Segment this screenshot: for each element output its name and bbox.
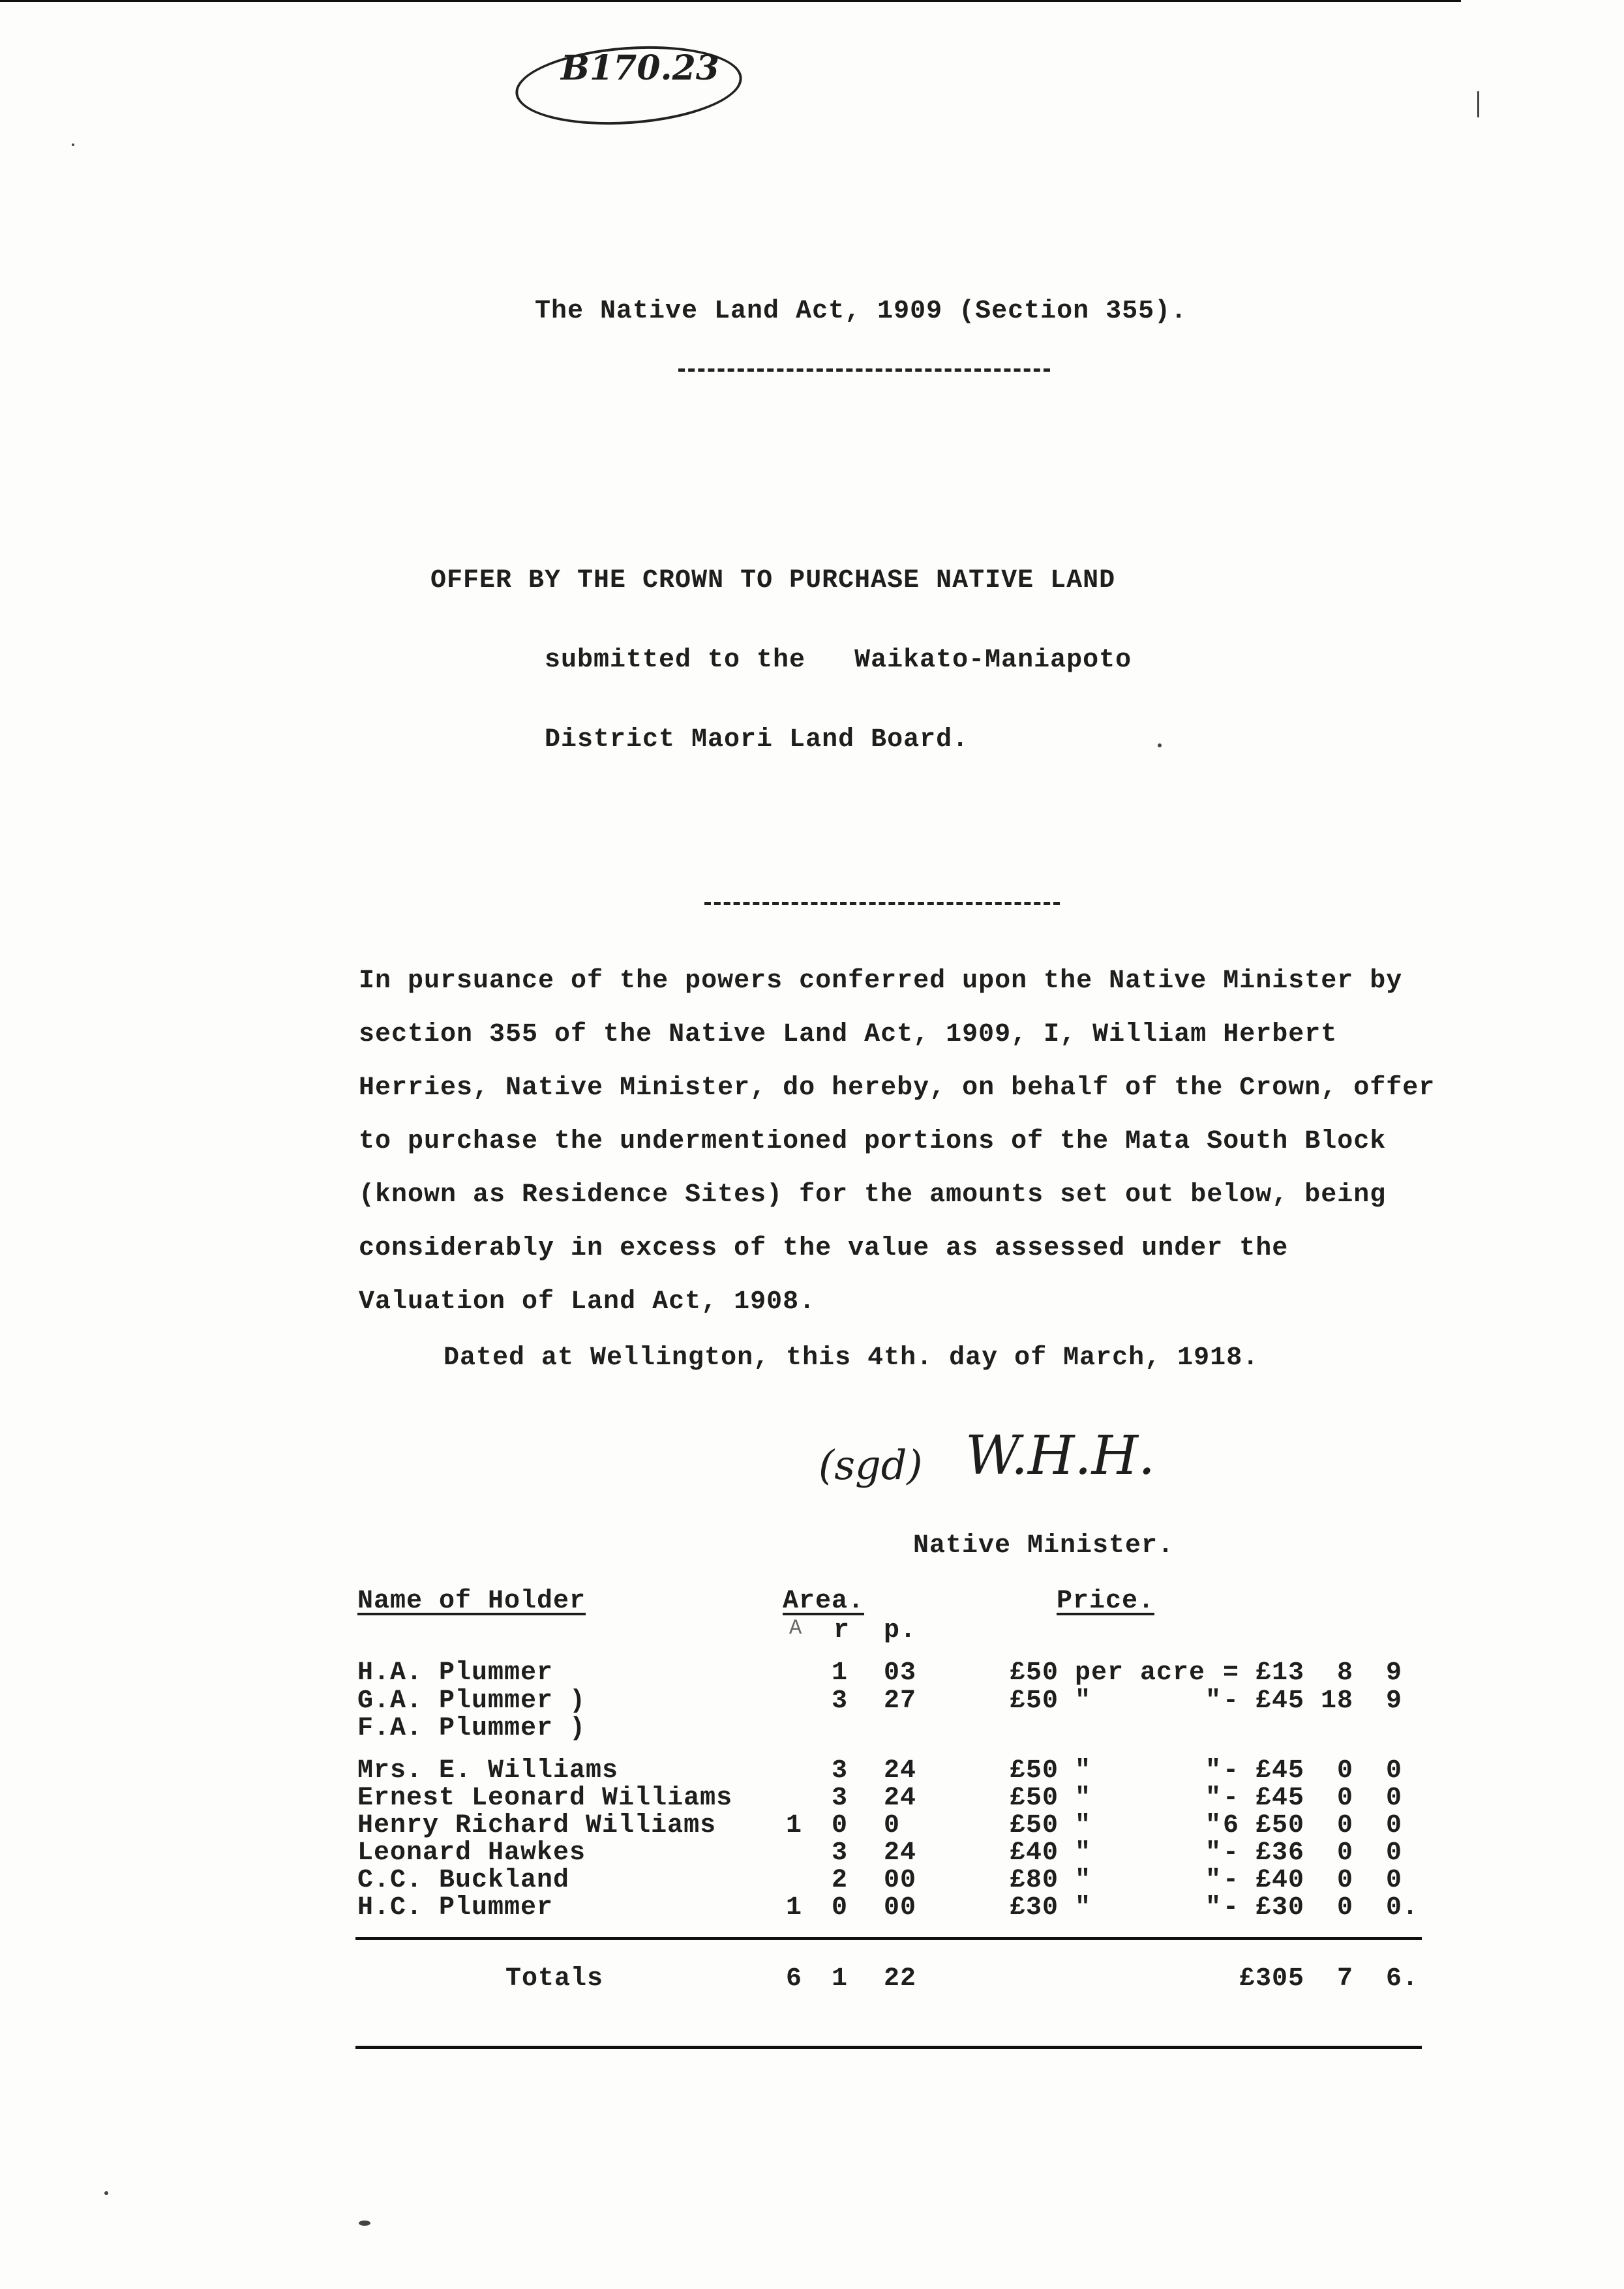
area-perches: 03 bbox=[884, 1658, 917, 1688]
price-shillings: 0 bbox=[1336, 1866, 1353, 1895]
rate-unit: " " bbox=[1075, 1811, 1222, 1840]
area-roods: 2 bbox=[831, 1866, 848, 1895]
body-line: In pursuance of the powers conferred upon the Native Minister by bbox=[359, 966, 1403, 996]
body-line: Herries, Native Minister, do hereby, on behalf of the Crown, offer bbox=[359, 1073, 1436, 1103]
area-perches: 24 bbox=[884, 1838, 917, 1868]
holder-name: Henry Richard Williams bbox=[357, 1811, 717, 1840]
holder-name: C.C. Buckland bbox=[357, 1866, 570, 1895]
area-acres: 1 bbox=[785, 1893, 802, 1922]
rate-per-acre: £50 bbox=[1010, 1784, 1059, 1813]
rate-per-acre: £40 bbox=[1010, 1838, 1059, 1868]
scan-speck bbox=[359, 2221, 370, 2226]
reference-mark: B170.23 bbox=[561, 48, 719, 88]
totals-r: 1 bbox=[831, 1964, 848, 1994]
offer-heading: OFFER BY THE CROWN TO PURCHASE NATIVE LAND bbox=[430, 566, 1116, 595]
area-perches: 00 bbox=[884, 1893, 917, 1922]
holder-name: Leonard Hawkes bbox=[357, 1838, 586, 1868]
price-pounds: £45 bbox=[1255, 1756, 1304, 1786]
rate-unit: " " bbox=[1075, 1756, 1222, 1786]
rate-unit: " " bbox=[1075, 1784, 1222, 1813]
rate-per-acre: £30 bbox=[1010, 1893, 1059, 1922]
holder-name: F.A. Plummer ) bbox=[357, 1714, 586, 1743]
area-roods: 0 bbox=[831, 1811, 848, 1840]
price-pence: 0. bbox=[1386, 1893, 1419, 1922]
body-line: considerably in excess of the value as assessed under the bbox=[359, 1234, 1289, 1263]
area-roods: 1 bbox=[831, 1658, 848, 1688]
price-pounds: £50 bbox=[1255, 1811, 1304, 1840]
subheader-a: A bbox=[789, 1616, 803, 1640]
totals-pounds: £305 bbox=[1239, 1964, 1304, 1994]
holder-name: G.A. Plummer ) bbox=[357, 1686, 586, 1716]
totals-label: Totals bbox=[505, 1964, 604, 1994]
price-shillings: 0 bbox=[1336, 1784, 1353, 1813]
totals-shillings: 7 bbox=[1336, 1964, 1353, 1994]
scan-speck bbox=[104, 2191, 108, 2195]
price-pence: 9 bbox=[1386, 1686, 1403, 1716]
offer-board-line: District Maori Land Board. bbox=[545, 725, 969, 755]
price-pence: 0 bbox=[1386, 1756, 1403, 1786]
price-pounds: £45 bbox=[1255, 1686, 1304, 1716]
price-pence: 0 bbox=[1386, 1784, 1403, 1813]
price-pence: 0 bbox=[1386, 1866, 1403, 1895]
price-pounds: £45 bbox=[1255, 1784, 1304, 1813]
rate-per-acre: £80 bbox=[1010, 1866, 1059, 1895]
price-separator: 6 bbox=[1223, 1811, 1240, 1840]
price-shillings: 0 bbox=[1336, 1756, 1353, 1786]
holder-name: Ernest Leonard Williams bbox=[357, 1784, 733, 1813]
signature-sgd: (sgd) bbox=[819, 1441, 923, 1489]
area-perches: 0 bbox=[884, 1811, 901, 1840]
bottom-rule bbox=[355, 2046, 1422, 2049]
margin-mark bbox=[1477, 91, 1479, 117]
price-separator: - bbox=[1223, 1756, 1240, 1786]
price-pence: 9 bbox=[1386, 1658, 1403, 1688]
price-separator: - bbox=[1223, 1893, 1240, 1922]
header-price: Price. bbox=[1057, 1587, 1155, 1616]
area-roods: 3 bbox=[831, 1838, 848, 1868]
price-separator: - bbox=[1223, 1686, 1240, 1716]
title-divider bbox=[678, 368, 1050, 372]
price-shillings: 0 bbox=[1336, 1811, 1353, 1840]
rate-per-acre: £50 bbox=[1010, 1658, 1059, 1688]
area-perches: 24 bbox=[884, 1784, 917, 1813]
totals-a: 6 bbox=[785, 1964, 802, 1994]
subheader-p: p. bbox=[884, 1616, 917, 1645]
rate-unit: per acre bbox=[1075, 1658, 1206, 1688]
price-pence: 0 bbox=[1386, 1838, 1403, 1868]
scan-speck bbox=[72, 143, 74, 146]
price-pounds: £30 bbox=[1255, 1893, 1304, 1922]
offer-submitted-line: submitted to the Waikato-Maniapoto bbox=[545, 646, 1132, 675]
totals-pence: 6. bbox=[1386, 1964, 1419, 1994]
header-holder: Name of Holder bbox=[357, 1587, 586, 1616]
rate-per-acre: £50 bbox=[1010, 1686, 1059, 1716]
price-shillings: 8 bbox=[1336, 1658, 1353, 1688]
scan-speck bbox=[1158, 743, 1162, 747]
area-roods: 3 bbox=[831, 1784, 848, 1813]
signature-initials: W.H.H. bbox=[965, 1425, 1156, 1487]
holder-name: H.A. Plummer bbox=[357, 1658, 554, 1688]
holder-name: Mrs. E. Williams bbox=[357, 1756, 619, 1786]
page-title: The Native Land Act, 1909 (Section 355). bbox=[535, 297, 1188, 326]
price-separator: - bbox=[1223, 1866, 1240, 1895]
area-perches: 27 bbox=[884, 1686, 917, 1716]
area-roods: 3 bbox=[831, 1756, 848, 1786]
price-pounds: £40 bbox=[1255, 1866, 1304, 1895]
totals-rule bbox=[355, 1937, 1422, 1940]
price-shillings: 18 bbox=[1320, 1686, 1353, 1716]
price-separator: - bbox=[1223, 1784, 1240, 1813]
price-separator: = bbox=[1223, 1658, 1240, 1688]
price-shillings: 0 bbox=[1336, 1893, 1353, 1922]
body-line: (known as Residence Sites) for the amounts set out below, being bbox=[359, 1180, 1387, 1210]
price-pounds: £13 bbox=[1255, 1658, 1304, 1688]
rate-unit: " " bbox=[1075, 1866, 1222, 1895]
body-divider bbox=[704, 902, 1060, 905]
signatory-title: Native Minister. bbox=[913, 1531, 1175, 1561]
body-line: section 355 of the Native Land Act, 1909, I, William Herbert bbox=[359, 1020, 1338, 1049]
rate-per-acre: £50 bbox=[1010, 1811, 1059, 1840]
dated-line: Dated at Wellington, this 4th. day of March, 1918. bbox=[444, 1343, 1259, 1373]
body-paragraph bbox=[359, 966, 1435, 1341]
header-area: Area. bbox=[783, 1587, 865, 1616]
body-line: Valuation of Land Act, 1908. bbox=[359, 1287, 816, 1317]
area-perches: 00 bbox=[884, 1866, 917, 1895]
holder-name: H.C. Plummer bbox=[357, 1893, 554, 1922]
totals-p: 22 bbox=[884, 1964, 917, 1994]
price-separator: - bbox=[1223, 1838, 1240, 1868]
rate-per-acre: £50 bbox=[1010, 1756, 1059, 1786]
top-edge-line bbox=[0, 0, 1461, 2]
area-acres: 1 bbox=[785, 1811, 802, 1840]
area-roods: 0 bbox=[831, 1893, 848, 1922]
rate-unit: " " bbox=[1075, 1893, 1222, 1922]
rate-unit: " " bbox=[1075, 1838, 1222, 1868]
price-shillings: 0 bbox=[1336, 1838, 1353, 1868]
body-line: to purchase the undermentioned portions of the Mata South Block bbox=[359, 1127, 1387, 1156]
area-perches: 24 bbox=[884, 1756, 917, 1786]
price-pence: 0 bbox=[1386, 1811, 1403, 1840]
area-roods: 3 bbox=[831, 1686, 848, 1716]
price-pounds: £36 bbox=[1255, 1838, 1304, 1868]
subheader-r: r bbox=[834, 1616, 850, 1645]
rate-unit: " " bbox=[1075, 1686, 1222, 1716]
